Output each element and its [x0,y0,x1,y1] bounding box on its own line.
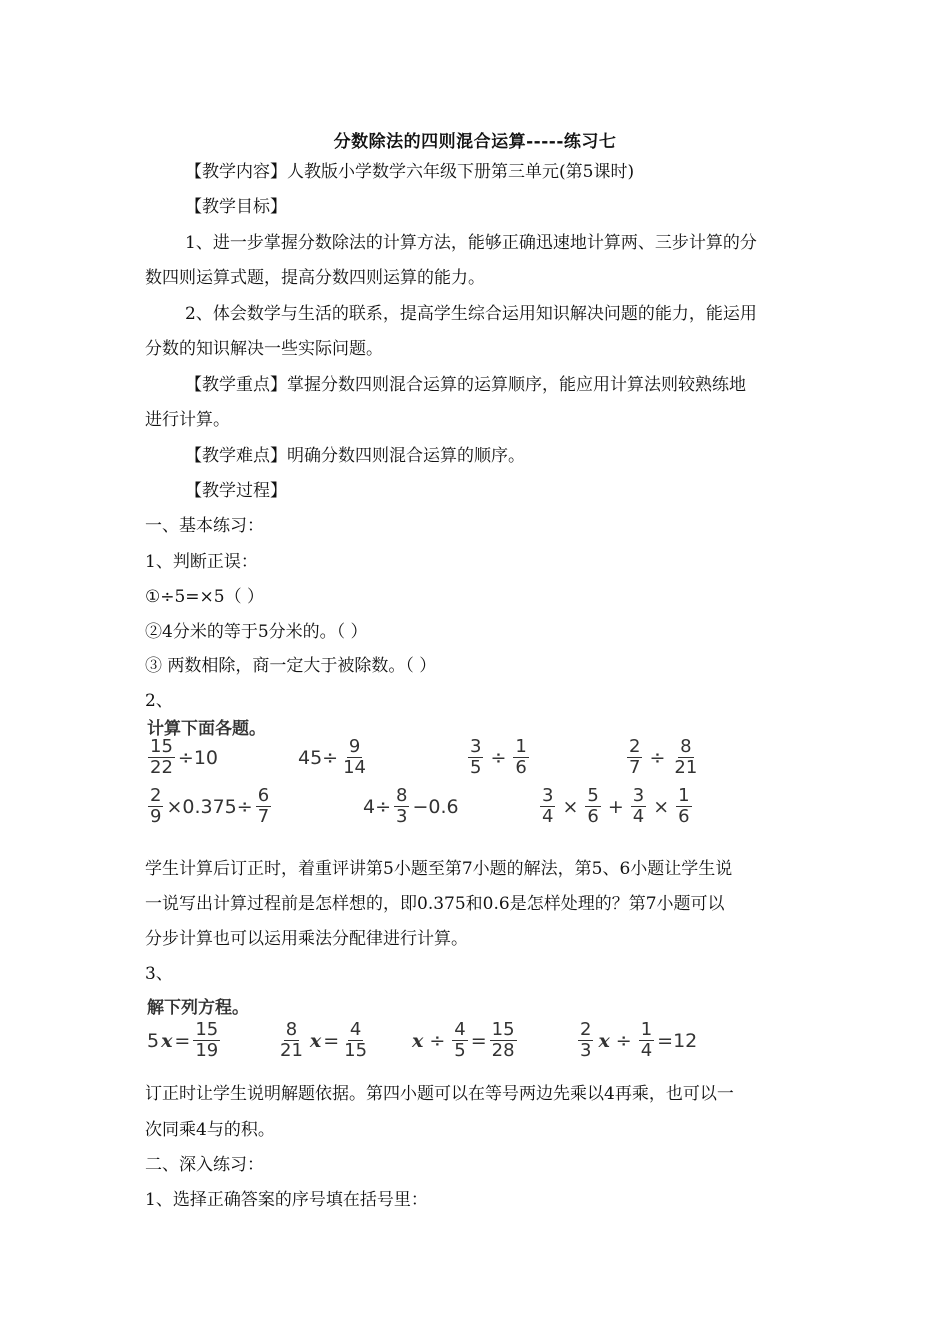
calc-problem-4: $\frac{2}{7}$ ÷ $\frac{8}{21}$ [629,736,698,778]
equation-note-line-2: 次同乘4与的积。 [145,1120,275,1140]
calc-problem-3: $\frac{3}{5}$ ÷ $\frac{1}{6}$ [470,736,527,778]
judge-question-2: ②4分米的等于5分米的。（ ） [145,622,368,642]
fraction: $\frac{2}{7}$ [629,736,641,778]
fraction: $\frac{2}{9}$ [150,785,162,827]
goals-heading: 【教学目标】 [185,197,287,217]
calc-problem-1: $\frac{15}{22}$ ÷10 [150,736,219,778]
equation-3: x ÷ $\frac{4}{5}$ = $\frac{15}{28}$ [412,1019,515,1061]
equation-2: $\frac{8}{21}$ x = $\frac{4}{15}$ [280,1019,368,1061]
goal-1-line-2: 数四则运算式题，提高分数四则运算的能力。 [145,268,485,288]
deep-item-1-heading: 1、选择正确答案的序号填在括号里： [145,1190,428,1210]
teaching-content: 【教学内容】人教版小学数学六年级下册第三单元(第5课时) [185,162,635,182]
fraction: $\frac{2}{3}$ [580,1019,592,1061]
calc-heading: 计算下面各题。 [147,719,266,739]
fraction: $\frac{15}{19}$ [195,1019,219,1061]
goal-2-line-1: 2、体会数学与生活的联系，提高学生综合运用知识解决问题的能力，能运用 [185,304,757,324]
fraction: $\frac{8}{21}$ [674,736,698,778]
equation-note-line-1: 订正时让学生说明解题依据。第四小题可以在等号两边先乘以4再乘，也可以一 [145,1084,734,1104]
calc-note-line-2: 一说写出计算过程前是怎样想的，即0.375和0.6是怎样处理的？第7小题可以 [145,894,725,914]
fraction: $\frac{5}{6}$ [587,785,599,827]
fraction: $\frac{9}{14}$ [343,736,367,778]
section-2-heading: 二、深入练习： [145,1155,264,1175]
calc-problem-7: $\frac{3}{4}$ × $\frac{5}{6}$ + $\frac{3}{4}$ × $\frac{1}{6}$ [542,785,690,827]
goal-1-line-1: 1、进一步掌握分数除法的计算方法，能够正确迅速地计算两、三步计算的分 [185,233,757,253]
item-2-heading: 2、 [145,691,173,711]
calc-problem-6: 4÷ $\frac{8}{3}$ −0.6 [363,785,459,827]
item-3-heading: 3、 [145,964,173,984]
fraction: $\frac{6}{7}$ [257,785,270,827]
fraction: $\frac{15}{28}$ [491,1019,515,1061]
fraction: $\frac{15}{22}$ [150,736,173,778]
fraction: $\frac{8}{21}$ [280,1019,303,1061]
fraction: $\frac{4}{5}$ [454,1019,466,1061]
calc-problem-2: 45÷ $\frac{9}{14}$ [298,736,367,778]
key-point-line-1: 【教学重点】掌握分数四则混合运算的运算顺序，能应用计算法则较熟练地 [185,375,746,395]
fraction: $\frac{1}{6}$ [515,736,527,778]
page-title: 分数除法的四则混合运算-----练习七 [333,132,617,152]
fraction: $\frac{3}{4}$ [542,785,554,827]
fraction: $\frac{8}{3}$ [396,785,408,827]
fraction: $\frac{1}{4}$ [640,1019,653,1061]
item-1-heading: 1、判断正误： [145,552,258,572]
equation-1: 5 x = $\frac{15}{19}$ [147,1019,219,1061]
calc-note-line-1: 学生计算后订正时，着重评讲第5小题至第7小题的解法，第5、6小题让学生说 [145,859,733,879]
calc-note-line-3: 分步计算也可以运用乘法分配律进行计算。 [145,929,468,949]
calc-problem-5: $\frac{2}{9}$ ×0.375÷ $\frac{6}{7}$ [150,785,270,827]
equation-4: $\frac{2}{3}$ x ÷ $\frac{1}{4}$ =12 [580,1019,698,1061]
process-heading: 【教学过程】 [185,481,287,501]
fraction: $\frac{3}{4}$ [632,785,645,827]
goal-2-line-2: 分数的知识解决一些实际问题。 [145,339,383,359]
judge-question-1: ①÷5=×5（ ） [145,587,265,607]
fraction: $\frac{1}{6}$ [678,785,690,827]
section-1-heading: 一、基本练习： [145,516,264,536]
fraction: $\frac{3}{5}$ [470,736,482,778]
equation-heading: 解下列方程。 [147,998,249,1018]
key-point-line-2: 进行计算。 [145,410,230,430]
fraction: $\frac{4}{15}$ [344,1019,368,1061]
judge-question-3: ③ 两数相除，商一定大于被除数。（ ） [145,656,437,676]
difficulty-line: 【教学难点】明确分数四则混合运算的顺序。 [185,446,525,466]
